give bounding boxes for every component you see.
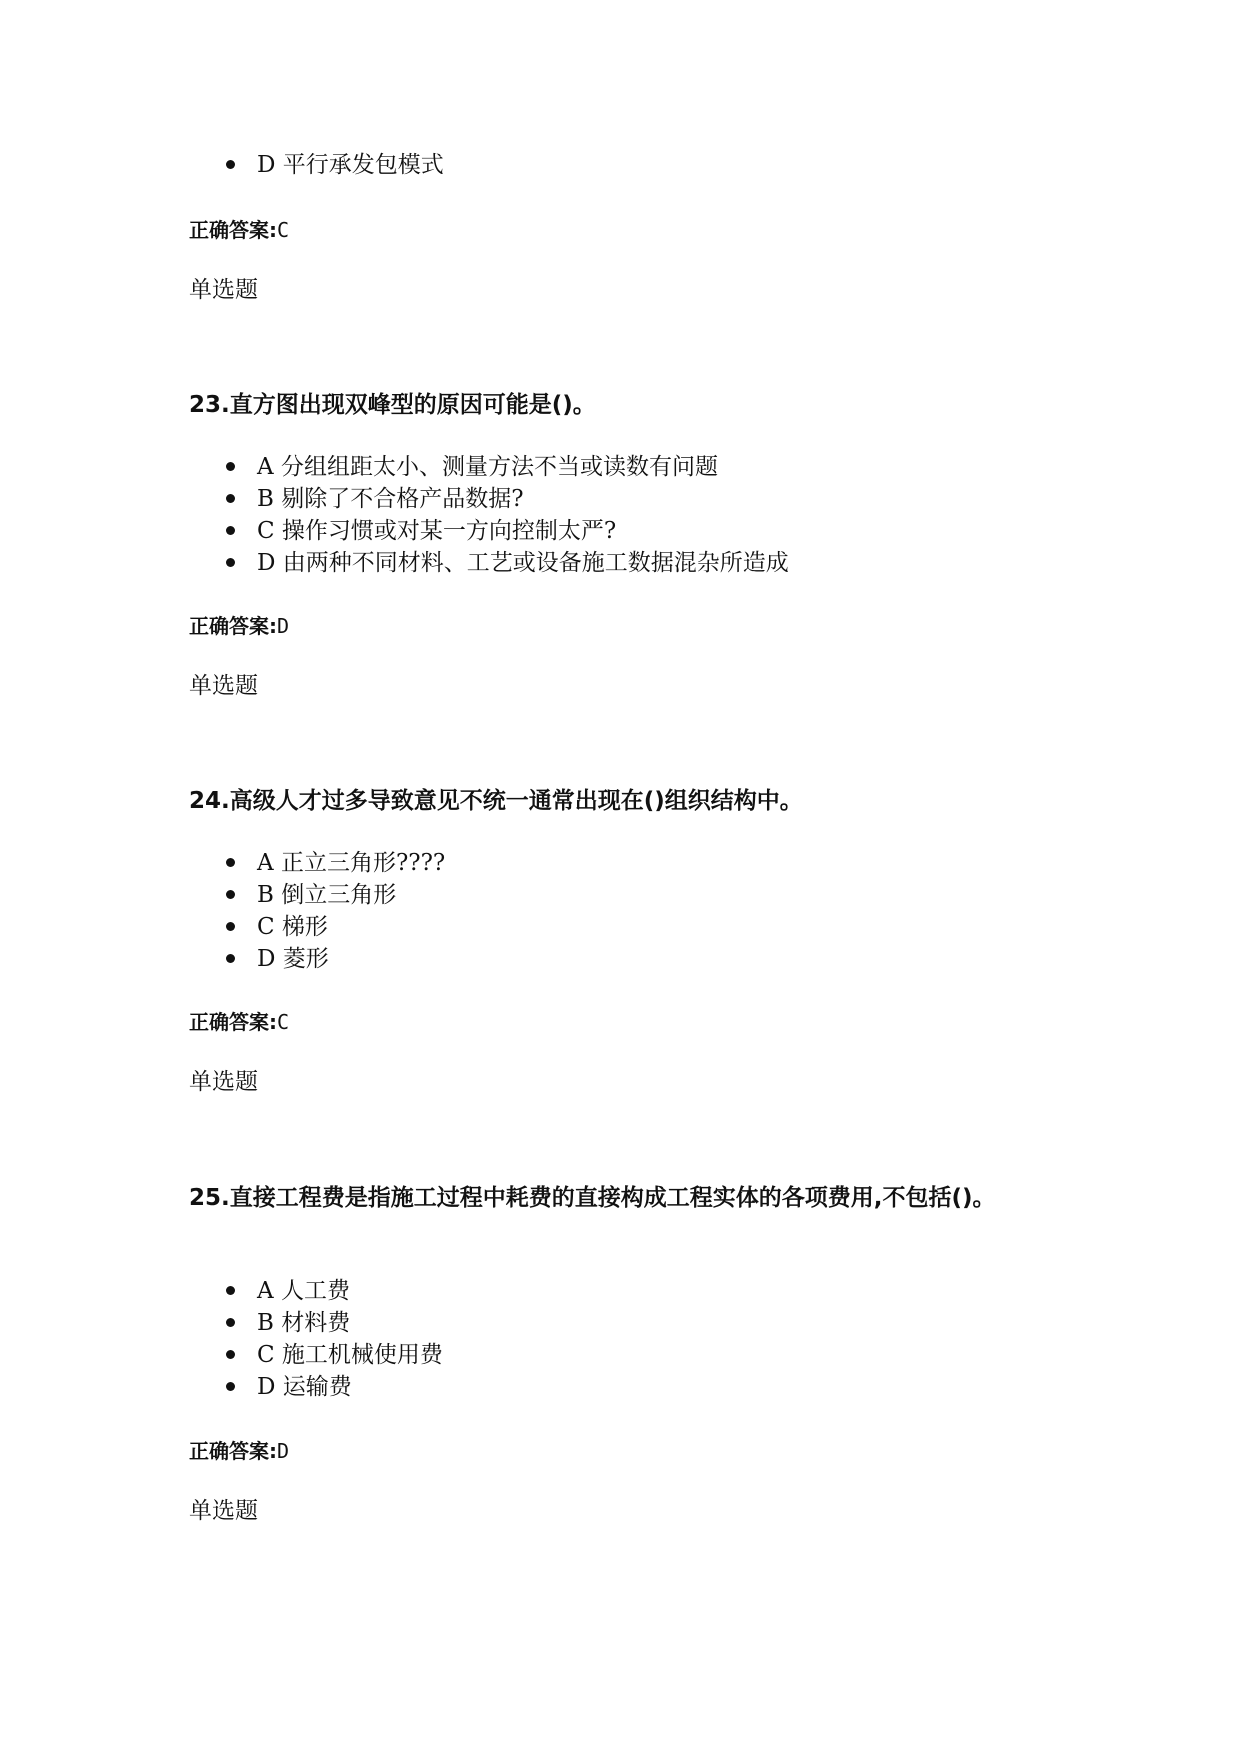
option-item	[226, 1276, 350, 1306]
bullet-icon	[226, 922, 235, 931]
bullet-icon	[226, 1350, 235, 1359]
option-text: 运输费	[282, 1374, 352, 1400]
option-item	[226, 1308, 350, 1338]
answer-label: 正确答案:	[189, 1010, 277, 1034]
option-text: 由两种不同材料、工艺或设备施工数据混杂所造成	[282, 550, 789, 576]
option-item	[226, 912, 328, 942]
bullet-icon	[226, 558, 235, 567]
option-text: 梯形	[281, 914, 328, 940]
option-item	[226, 548, 789, 578]
option-text: 人工费	[280, 1278, 350, 1304]
bullet-icon	[226, 160, 235, 169]
option-letter: B	[257, 486, 274, 512]
question-text: 23.直方图出现双峰型的原因可能是()。	[189, 392, 596, 418]
option-item	[226, 516, 616, 546]
bullet-icon	[226, 1382, 235, 1391]
bullet-icon	[226, 858, 235, 867]
correct-answer	[189, 1008, 289, 1036]
option-letter: C	[257, 914, 275, 940]
option-item	[226, 1372, 352, 1402]
option-letter: A	[257, 454, 274, 480]
option-text: 材料费	[281, 1310, 351, 1336]
answer-value: D	[277, 1439, 290, 1463]
option-text: 操作习惯或对某一方向控制太严?	[281, 518, 617, 544]
option-text: 菱形	[282, 946, 329, 972]
answer-value: C	[277, 1010, 290, 1034]
option-letter: B	[257, 882, 274, 908]
bullet-icon	[226, 494, 235, 503]
bullet-icon	[226, 890, 235, 899]
option-letter: B	[257, 1310, 274, 1336]
bullet-icon	[226, 1318, 235, 1327]
question-type: 单选题	[189, 673, 258, 699]
option-letter: A	[257, 850, 274, 876]
option-item	[226, 150, 444, 180]
option-letter: C	[257, 518, 275, 544]
option-letter: D	[257, 152, 276, 178]
question-type: 单选题	[189, 277, 258, 303]
option-item	[226, 1340, 443, 1370]
answer-label: 正确答案:	[189, 614, 277, 638]
option-item	[226, 452, 718, 482]
option-text: 平行承发包模式	[282, 152, 444, 178]
option-letter: A	[257, 1278, 274, 1304]
answer-label: 正确答案:	[189, 218, 277, 242]
option-text: 倒立三角形	[281, 882, 397, 908]
option-item	[226, 880, 396, 910]
option-text: 施工机械使用费	[281, 1342, 443, 1368]
question-type: 单选题	[189, 1069, 258, 1095]
answer-value: C	[277, 218, 290, 242]
question-text: 24.高级人才过多导致意见不统一通常出现在()组织结构中。	[189, 788, 803, 814]
correct-answer	[189, 1437, 289, 1465]
correct-answer	[189, 216, 289, 244]
option-letter: C	[257, 1342, 275, 1368]
option-letter: D	[257, 1374, 276, 1400]
correct-answer	[189, 612, 289, 640]
question-text: 25.直接工程费是指施工过程中耗费的直接构成工程实体的各项费用,不包括()。	[189, 1185, 996, 1211]
option-text: 正立三角形????	[280, 850, 446, 876]
bullet-icon	[226, 1286, 235, 1295]
option-item	[226, 484, 524, 514]
option-letter: D	[257, 550, 276, 576]
answer-label: 正确答案:	[189, 1439, 277, 1463]
bullet-icon	[226, 526, 235, 535]
option-text: 分组组距太小、测量方法不当或读数有问题	[280, 454, 718, 480]
option-item	[226, 848, 445, 878]
bullet-icon	[226, 954, 235, 963]
question-type: 单选题	[189, 1498, 258, 1524]
option-letter: D	[257, 946, 276, 972]
option-item	[226, 944, 329, 974]
bullet-icon	[226, 462, 235, 471]
answer-value: D	[277, 614, 290, 638]
option-text: 剔除了不合格产品数据?	[281, 486, 524, 512]
